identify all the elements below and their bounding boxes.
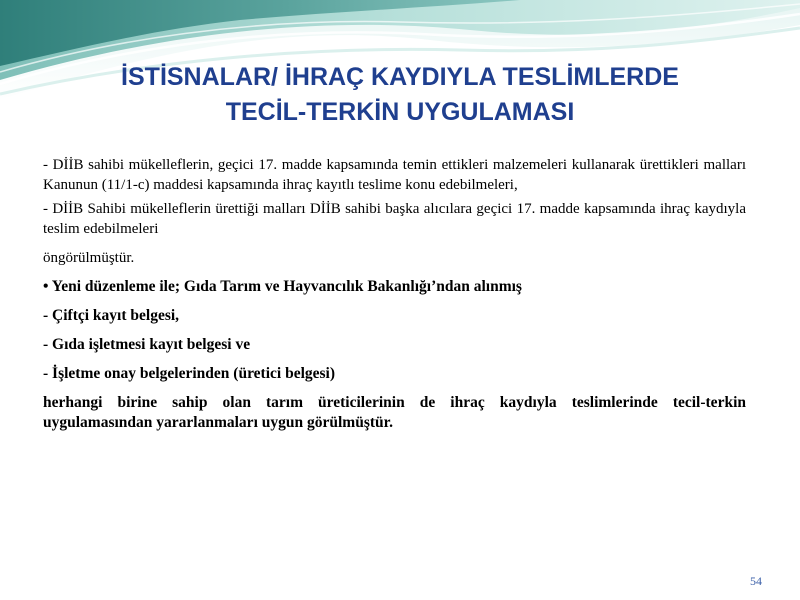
paragraph-diib-item-2: - DİİB Sahibi mükelleflerin ürettiği malları DİİB sahibi başka alıcılara geçici 17. madde kapsamında ihraç kaydıyla teslim edebilmeleri — [43, 201, 746, 237]
paragraph-conclusion: öngörülmüştür. — [43, 250, 135, 266]
paragraph-new-regulation: • Yeni düzenleme ile; Gıda Tarım ve Hayvancılık Bakanlığı’ndan alınmış — [43, 278, 522, 295]
slide-title-line-2: TECİL-TERKİN UYGULAMASI — [225, 98, 575, 126]
slide-title — [20, 60, 780, 130]
paragraph-final-statement: herhangi birine sahip olan tarım üreticilerinin de ihraç kaydıyla teslimlerinde tecil-terkin uygulamasından yararlanmaları uygun görülmüştür. — [43, 394, 746, 431]
slide-body — [43, 155, 746, 433]
list-item-farmer-certificate: - Çiftçi kayıt belgesi, — [43, 307, 180, 324]
list-item-food-business-certificate: - Gıda işletmesi kayıt belgesi ve — [43, 336, 251, 353]
list-item-business-approval: - İşletme onay belgelerinden (üretici belgesi) — [43, 365, 336, 382]
page-number: 54 — [750, 574, 762, 588]
slide-title-line-1: İSTİSNALAR/ İHRAÇ KAYDIYLA TESLİMLERDE — [121, 63, 679, 91]
paragraph-diib-item-1: - DİİB sahibi mükelleflerin, geçici 17. madde kapsamında temin ettikleri malzemeleri kullanarak ürettikleri malları Kanunun (11/1-c) maddesi kapsamında ihraç kayıtlı teslime konu edebilmeleri, — [43, 157, 746, 193]
